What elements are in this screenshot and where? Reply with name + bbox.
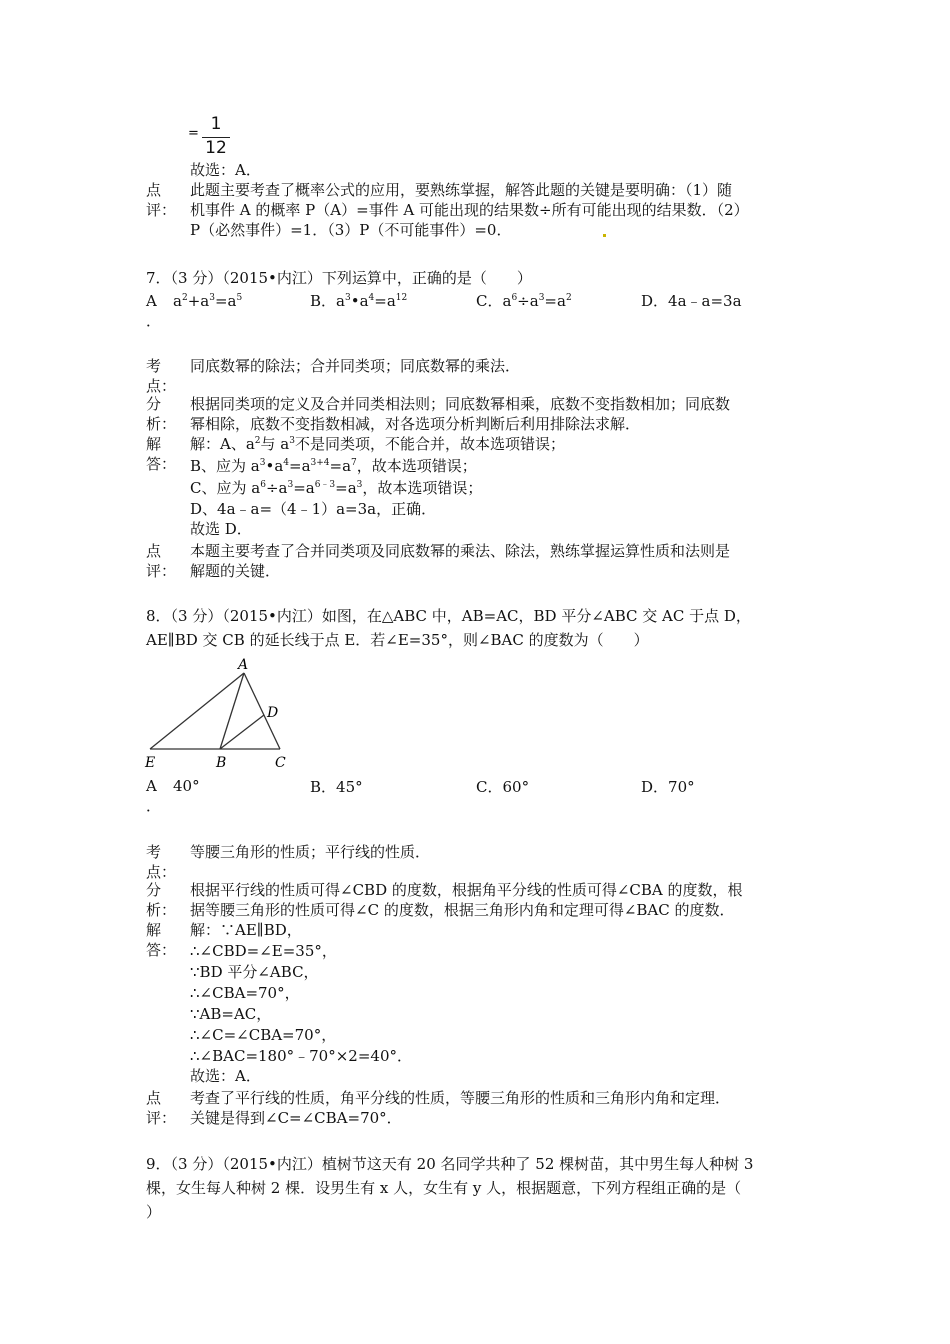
triangle-figure	[140, 655, 300, 773]
q7-jieda-label-1: 解	[146, 435, 162, 453]
q6-answer: 故选：A．	[190, 161, 261, 179]
q8-dianping-label-1: 点	[146, 1089, 162, 1107]
segment-ab	[220, 673, 244, 749]
q7-fenxi-line-2: 幂相除，底数不变指数相减，对各选项分析判断后利用排除法求解．	[190, 415, 641, 433]
q8-kaodian: 等腰三角形的性质；平行线的性质．	[190, 843, 431, 861]
q8-dianping-line-1: 考查了平行线的性质，角平分线的性质，等腰三角形的性质和三角形内角和定理．	[190, 1089, 731, 1107]
q7-fenxi-label-1: 分	[146, 395, 162, 413]
q7-kaodian-label-1: 考	[146, 357, 162, 375]
q7-jieda-line-5: 故选 D．	[190, 520, 252, 538]
q8-jieda-line-1: 解：∵AE∥BD，	[190, 921, 302, 939]
q8-stem-line-1: 8．（3 分）（2015•内江）如图，在△ABC 中，AB=AC，BD 平分∠ABC 交 AC 于点 D，	[146, 607, 751, 625]
q8-option-c: C．60°	[476, 778, 530, 796]
highlight-mark	[603, 234, 606, 237]
q8-option-b: B．45°	[310, 778, 363, 796]
vertex-label-c: C	[275, 755, 286, 771]
q7-option-a: $a^2+a^3=a^5$	[173, 292, 243, 310]
q9-stem-line-3: ）	[146, 1203, 162, 1221]
q7-option-a-dot: ．	[146, 312, 162, 330]
q8-option-a-label: A	[146, 777, 157, 795]
q8-jieda-label-1: 解	[146, 921, 162, 939]
q8-fenxi-line-2: 据等腰三角形的性质可得∠C 的度数，根据三角形内角和定理可得∠BAC 的度数．	[190, 901, 735, 919]
q9-stem-line-1: 9．（3 分）（2015•内江）植树节这天有 20 名同学共种了 52 棵树苗，其中男生每人种树 3	[146, 1155, 754, 1173]
q8-kaodian-label-2: 点：	[146, 863, 177, 881]
q8-jieda-line-4: ∴∠CBA=70°，	[190, 984, 300, 1002]
q7-fenxi-label-2: 析：	[146, 415, 177, 433]
q7-option-c: C．$a^6\div a^3=a^2$	[476, 292, 572, 310]
q7-dianping-line-2: 解题的关键．	[190, 562, 281, 580]
fraction-denominator: 12	[205, 138, 227, 158]
q7-dianping-label-2: 评：	[146, 562, 177, 580]
q7-option-b: B．$a^3•a^4=a^{12}$	[310, 292, 408, 310]
q6-comment-line-2: 机事件 A 的概率 P（A）=事件 A 可能出现的结果数÷所有可能出现的结果数．（2）	[190, 201, 749, 219]
q8-jieda-line-2: ∴∠CBD=∠E=35°，	[190, 942, 337, 960]
q8-fenxi-line-1: 根据平行线的性质可得∠CBD 的度数，根据角平分线的性质可得∠CBA 的度数，根	[190, 881, 743, 899]
q8-fenxi-label-1: 分	[146, 881, 162, 899]
vertex-label-b: B	[216, 755, 227, 771]
segment-bd	[220, 715, 264, 749]
q8-jieda-line-7: ∴∠BAC=180°﹣70°×2=40°．	[190, 1047, 412, 1065]
q9-stem-line-2: 棵，女生每人种树 2 棵．设男生有 x 人，女生有 y 人，根据题意，下列方程组正确的是（	[146, 1179, 742, 1197]
q7-kaodian-label-2: 点：	[146, 377, 177, 395]
q8-fenxi-label-2: 析：	[146, 901, 177, 919]
segment-ea	[150, 673, 244, 749]
q7-jieda-label-2: 答：	[146, 455, 177, 473]
q7-kaodian: 同底数幂的除法；合并同类项；同底数幂的乘法．	[190, 357, 521, 375]
vertex-label-d: D	[267, 705, 279, 721]
fraction-equals: =	[188, 126, 199, 141]
q7-dianping-line-1: 本题主要考查了合并同类项及同底数幂的乘法、除法，熟练掌握运算性质和法则是	[190, 542, 731, 560]
q8-jieda-line-6: ∴∠C=∠CBA=70°，	[190, 1026, 337, 1044]
vertex-label-a: A	[238, 657, 249, 673]
q7-jieda-line-4: D、4a﹣a=（4﹣1）a=3a，正确．	[190, 500, 437, 518]
q8-option-a: 40°	[173, 777, 200, 795]
q8-jieda-line-5: ∵AB=AC，	[190, 1005, 272, 1023]
q7-jieda-line-2: B、应为 $a^3•a^4=a^{3+4}=a^7$，故本选项错误；	[190, 457, 477, 475]
q6-comment-line-3: P（必然事件）=1．（3）P（不可能事件）=0．	[190, 221, 512, 239]
q7-jieda-line-1: 解：A、$a^2$与 $a^3$不是同类项，不能合并，故本选项错误；	[190, 435, 565, 453]
q8-jieda-label-2: 答：	[146, 941, 177, 959]
q7-option-a-label: A	[146, 292, 157, 310]
q8-option-a-dot: ．	[146, 797, 162, 815]
q8-option-d: D．70°	[641, 778, 695, 796]
q6-comment-label-1: 点	[146, 181, 162, 199]
q6-comment-line-1: 此题主要考查了概率公式的应用，要熟练掌握，解答此题的关键是要明确：（1）随	[190, 181, 733, 199]
q7-option-d: D．4a﹣a=3a	[641, 292, 742, 310]
q7-jieda-line-3: C、应为 $a^6\div a^3=a^{6﹣3}=a^3$，故本选项错误；	[190, 479, 483, 497]
q7-fenxi-line-1: 根据同类项的定义及合并同类相法则；同底数幂相乘，底数不变指数相加；同底数	[190, 395, 731, 413]
fraction-numerator: 1	[210, 114, 222, 134]
q8-dianping-label-2: 评：	[146, 1109, 177, 1127]
q8-jieda-line-3: ∵BD 平分∠ABC，	[190, 963, 319, 981]
q7-stem: 7．（3 分）（2015•内江）下列运算中，正确的是（ ）	[146, 269, 532, 287]
q8-dianping-line-2: 关键是得到∠C=∠CBA=70°．	[190, 1109, 402, 1127]
q8-kaodian-label-1: 考	[146, 843, 162, 861]
q8-jieda-line-8: 故选：A．	[190, 1067, 261, 1085]
q6-comment-label-2: 评：	[146, 201, 177, 219]
q8-stem-line-2: AE∥BD 交 CB 的延长线于点 E．若∠E=35°，则∠BAC 的度数为（ ）	[146, 631, 649, 649]
vertex-label-e: E	[145, 755, 156, 771]
q7-dianping-label-1: 点	[146, 542, 162, 560]
